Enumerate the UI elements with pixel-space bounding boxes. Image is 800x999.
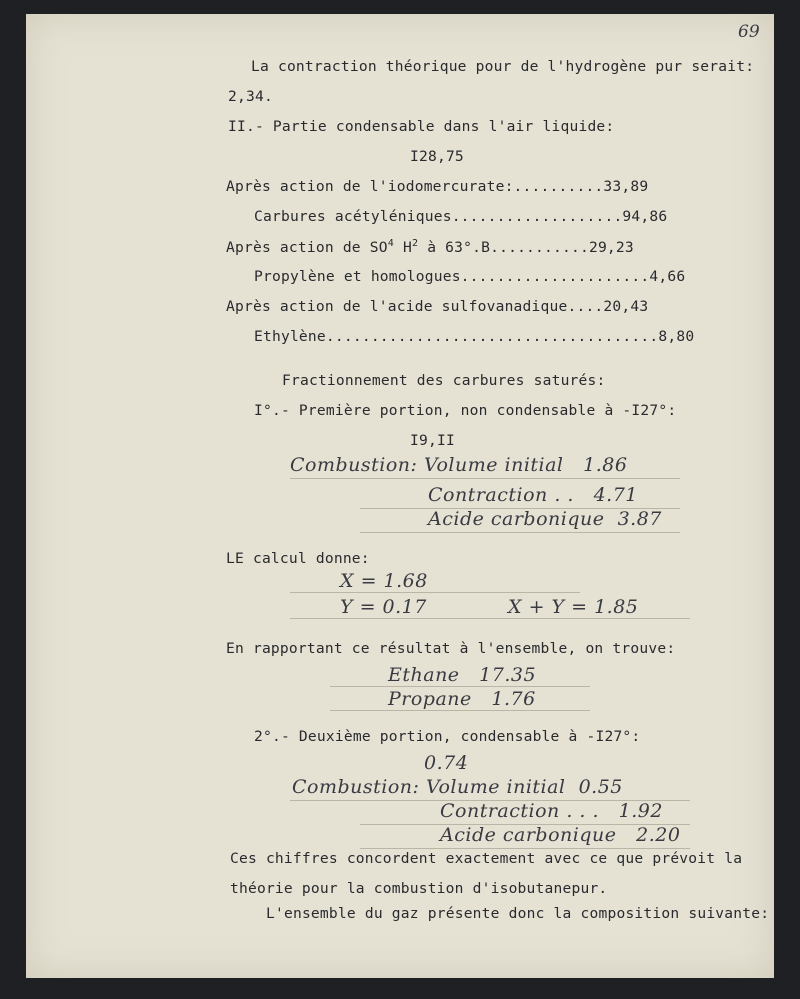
text-line-so4h2: Après action de $SO^4$ $H^2$ à 63°.B...........29,23 xyxy=(226,238,634,256)
text-line-2: 2,34. xyxy=(228,88,273,105)
handwritten-ethane: Ethane 17.35 xyxy=(388,664,537,686)
section-heading-ii: II.- Partie condensable dans l'air liquide: xyxy=(228,118,615,135)
handwritten-contraction-1: Contraction . . 4.71 xyxy=(428,484,638,506)
handwritten-combustion-1: Combustion: Volume initial 1.86 xyxy=(290,454,628,476)
handwritten-contraction-2: Contraction . . . 1.92 xyxy=(440,800,663,822)
handwritten-x-plus-y: X + Y = 1.85 xyxy=(508,596,639,618)
text-line-iodomercurate: Après action de l'iodomercurate:..........33,89 xyxy=(226,178,649,195)
text-line-1: La contraction théorique pour de l'hydrogène pur serait: xyxy=(251,58,755,75)
handwritten-x-value: X = 1.68 xyxy=(340,570,428,592)
ruled-line xyxy=(290,618,690,619)
ruled-line xyxy=(330,686,590,687)
text-line-rapportant: En rapportant ce résultat à l'ensemble, on trouve: xyxy=(226,640,676,657)
handwritten-combustion-2: Combustion: Volume initial 0.55 xyxy=(292,776,623,798)
text-line-ensemble: L'ensemble du gaz présente donc la composition suivante: xyxy=(266,905,770,922)
text-line-concordent: Ces chiffres concordent exactement avec ce que prévoit la xyxy=(230,850,743,867)
ruled-line xyxy=(290,478,680,479)
text-line-theorie: théorie pour la combustion d'isobutanepur. xyxy=(230,880,608,897)
page-number: 69 xyxy=(738,22,760,42)
handwritten-carbonique-1: Acide carbonique 3.87 xyxy=(428,508,662,530)
text-line-calcul: LE calcul donne: xyxy=(226,550,370,567)
handwritten-portion-2-value: 0.74 xyxy=(424,752,469,774)
total-value: I28,75 xyxy=(410,148,464,165)
text-line-acetyleniques: Carbures acétyléniques...................94,86 xyxy=(254,208,668,225)
text-line-premiere-portion: I°.- Première portion, non condensable à -I27°: xyxy=(254,402,677,419)
handwritten-y-value: Y = 0.17 xyxy=(340,596,427,618)
handwritten-carbonique-2: Acide carbonique 2.20 xyxy=(440,824,681,846)
handwritten-propane: Propane 1.76 xyxy=(388,688,536,710)
text-line-deuxieme-portion: 2°.- Deuxième portion, condensable à -I27°: xyxy=(254,728,641,745)
ruled-line xyxy=(360,848,690,849)
text-line-propylene: Propylène et homologues.....................4,66 xyxy=(254,268,686,285)
portion-1-value: I9,II xyxy=(410,432,455,449)
subheading-fractionnement: Fractionnement des carbures saturés: xyxy=(282,372,606,389)
text-line-sulfovanadique: Après action de l'acide sulfovanadique....20,43 xyxy=(226,298,649,315)
ruled-line xyxy=(360,532,680,533)
text-line-ethylene: Ethylène.....................................8,80 xyxy=(254,328,695,345)
ruled-line xyxy=(290,592,580,593)
ruled-line xyxy=(330,710,590,711)
